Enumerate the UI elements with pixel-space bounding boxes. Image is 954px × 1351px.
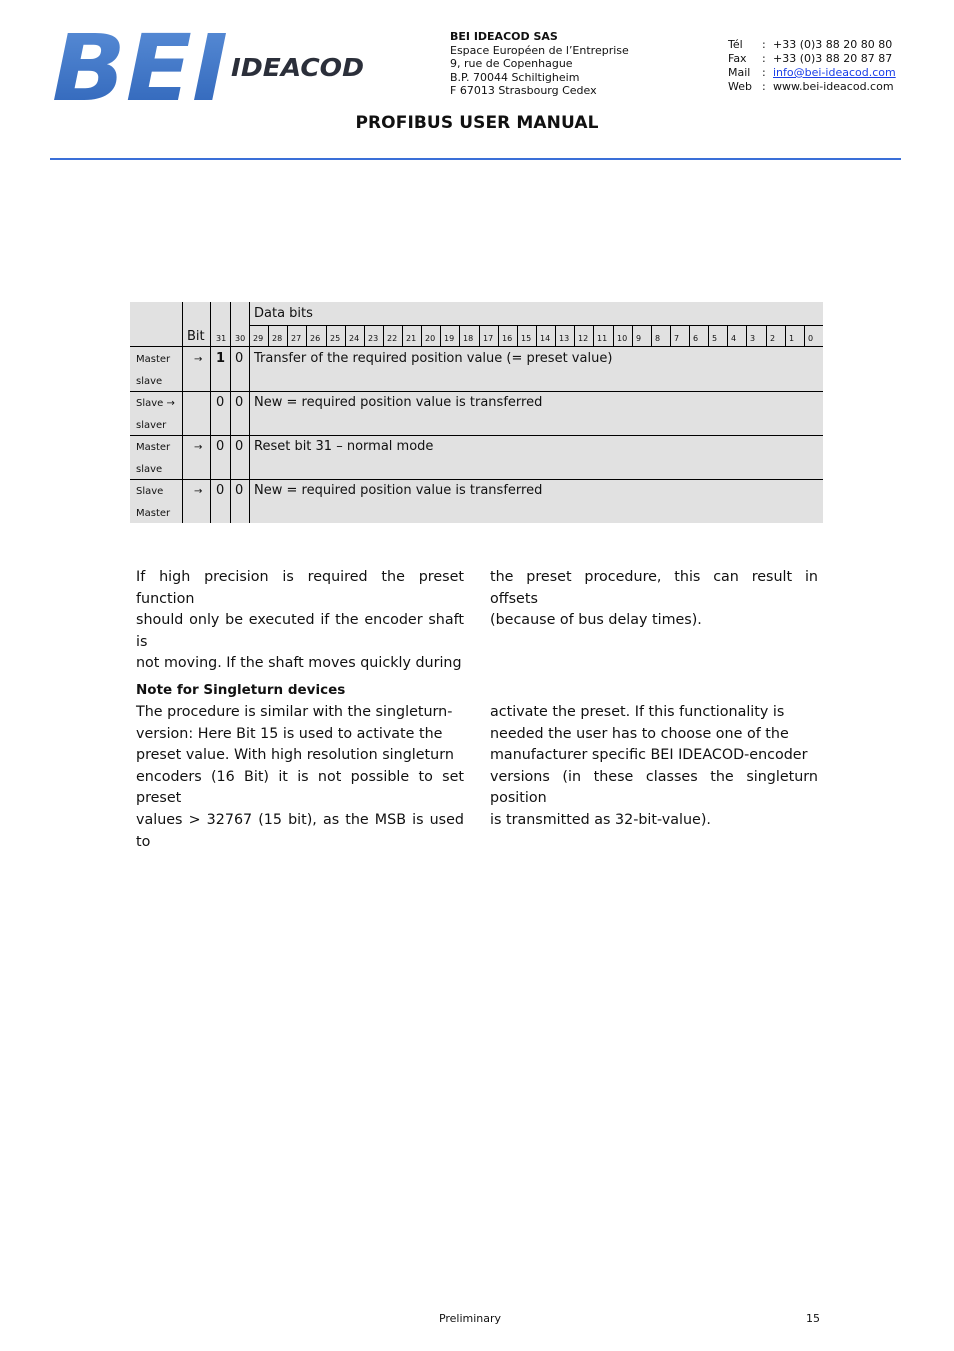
header-divider [50,158,901,160]
bit-cell-divider [613,325,614,346]
direction-label: Slave [136,486,164,497]
bit-cell-divider [479,325,480,346]
bit-cell-divider [498,325,499,346]
logo-name: IDEACOD [231,53,364,82]
text-line: is transmitted as 32-bit-value). [490,811,711,828]
bit30-value: 0 [235,439,244,454]
bit-number: 0 [808,334,814,343]
bit31-value: 0 [216,395,225,410]
bit-number: 3 [750,334,756,343]
bit-number: 4 [731,334,737,343]
row-description: New = required position value is transferred [254,395,543,410]
bit-number: 25 [330,334,341,343]
address-line: B.P. 70044 Schiltigheim [450,70,580,84]
bei-ideacod-logo [50,28,366,104]
bit-cell-divider [670,325,671,346]
bit-cell-divider [517,325,518,346]
table-divider [130,391,823,392]
contact-web: Web : www.bei-ideacod.com [728,80,894,93]
direction-label: slaver [136,420,167,431]
bit-number: 9 [636,334,642,343]
text-line: versions (in these classes the singleturn position [490,768,818,807]
direction-label: Master [136,508,171,519]
contact-value: www.bei-ideacod.com [773,80,894,93]
table-divider [130,346,823,347]
bit-cell-divider [402,325,403,346]
bit-cell-divider [536,325,537,346]
bit-cell-divider [383,325,384,346]
bit-cell-divider [440,325,441,346]
bit-cell-divider [708,325,709,346]
section-heading: Note for Singleturn devices [136,682,346,698]
address-line: F 67013 Strasbourg Cedex [450,84,597,98]
bit-cell-divider [268,325,269,346]
text-line: If high precision is required the preset function [136,569,464,607]
text-line: manufacturer specific BEI IDEACOD-encoder [490,747,808,764]
bit30-value: 0 [235,483,244,498]
bit-number: 11 [597,334,608,343]
bit-number: 30 [235,334,246,343]
bit-number: 18 [463,334,474,343]
text-line: preset value. With high resolution singleturn [136,747,454,764]
address-line: Espace Européen de l’Entreprise [450,43,629,57]
bit-number: 16 [502,334,513,343]
contact-mail: Mail : info@bei-ideacod.com [728,66,896,79]
bit-number: 17 [483,334,494,343]
singleturn-note-right [490,702,818,832]
row-description: New = required position value is transferred [254,483,543,498]
bit-cell-divider [746,325,747,346]
preset-precision-text-left [136,567,464,675]
bit-number: 27 [291,334,302,343]
bit-number: 22 [387,334,398,343]
singleturn-note-left [136,702,464,853]
company-address [450,30,629,98]
table-divider [230,302,231,523]
contact-value: +33 (0)3 88 20 87 87 [773,52,893,65]
text-line: The procedure is similar with the singleturn- [136,704,453,720]
bit-number: 8 [655,334,661,343]
bit-number: 14 [540,334,551,343]
table-divider [249,302,250,523]
bit-number: 29 [253,334,264,343]
bit-cell-divider [421,325,422,346]
preset-precision-text-right [490,567,818,632]
bit-number: 1 [789,334,795,343]
direction-label: Master [136,442,171,453]
text-line: the preset procedure, this can result in offsets [490,569,818,607]
arrow-right-icon: → [194,442,203,453]
text-line: version: Here Bit 15 is used to activate the [136,725,443,742]
bit-cell-divider [326,325,327,346]
data-bits-label: Data bits [254,306,313,321]
bit-number: 28 [272,334,283,343]
bit30-value: 0 [235,351,244,366]
bit-cell-divider [345,325,346,346]
bit-number: 26 [310,334,321,343]
bit-cell-divider [574,325,575,346]
text-line: encoders (16 Bit) it is not possible to set preset [136,768,464,807]
preset-bit-table [130,302,823,523]
contact-block [728,38,896,94]
contact-label: Fax [728,52,747,65]
company-name: BEI IDEACOD SAS [450,30,558,43]
bit-cell-divider [459,325,460,346]
bit-cell-divider [785,325,786,346]
direction-label: slave [136,376,163,387]
bit-cell-divider [632,325,633,346]
footer-status: Preliminary [438,1312,502,1325]
bit-cell-divider [766,325,767,346]
text-line: values > 32767 (15 bit), as the MSB is used to [136,811,464,850]
bit-cell-divider [593,325,594,346]
table-divider [210,302,211,523]
table-divider [182,302,183,523]
text-line: (because of bus delay times). [490,612,702,629]
bit-number: 10 [617,334,628,343]
arrow-right-icon: → [194,486,203,497]
text-line: not moving. If the shaft moves quickly during [136,655,462,672]
bit-number: 13 [559,334,570,343]
contact-value: +33 (0)3 88 20 80 80 [773,38,893,51]
bit31-value: 0 [216,483,225,498]
bit-number: 5 [712,334,718,343]
bit-cell-divider [651,325,652,346]
bit-number: 2 [770,334,776,343]
bit-number: 7 [674,334,680,343]
bit-number: 20 [425,334,436,343]
bit-number: 12 [578,334,589,343]
bit-cell-divider [287,325,288,346]
contact-label: Mail [728,66,751,79]
bit-number: 24 [349,334,360,343]
bit-cell-divider [689,325,690,346]
bit31-value: 0 [216,439,225,454]
bit-number: 31 [216,334,227,343]
email-link[interactable]: info@bei-ideacod.com [773,66,896,79]
bit-number: 23 [368,334,379,343]
bit-cell-divider [555,325,556,346]
arrow-right-icon: → [194,354,203,365]
bit-cell-divider [364,325,365,346]
text-line: should only be executed if the encoder shaft is [136,612,464,650]
direction-label: slave [136,464,163,475]
page-number: 15 [806,1312,820,1325]
contact-fax: Fax : +33 (0)3 88 20 87 87 [728,52,893,65]
direction-label: Master [136,354,171,365]
text-line: activate the preset. If this functionality is [490,704,785,720]
bit-cell-divider [727,325,728,346]
bit-number: 21 [406,334,417,343]
text-line: needed the user has to choose one of the [490,725,789,742]
bit31-value: 1 [216,351,226,366]
address-line: 9, rue de Copenhague [450,57,573,71]
direction-label: Slave → [136,398,175,409]
bit-label: Bit [187,329,205,344]
bit-number: 6 [693,334,699,343]
document-title: PROFIBUS USER MANUAL [355,113,599,133]
contact-label: Web [728,80,752,93]
bit30-value: 0 [235,395,244,410]
row-description: Reset bit 31 – normal mode [254,439,434,454]
bit-number: 15 [521,334,532,343]
table-divider [130,435,823,436]
contact-label: Tél [728,38,743,51]
table-divider [130,479,823,480]
contact-phone: Tél : +33 (0)3 88 20 80 80 [728,38,893,51]
row-description: Transfer of the required position value (= preset value) [254,351,613,366]
bit-number: 19 [444,334,455,343]
logo-mark: BEI [52,28,228,104]
bit-cell-divider [306,325,307,346]
bit-cell-divider [804,325,805,346]
